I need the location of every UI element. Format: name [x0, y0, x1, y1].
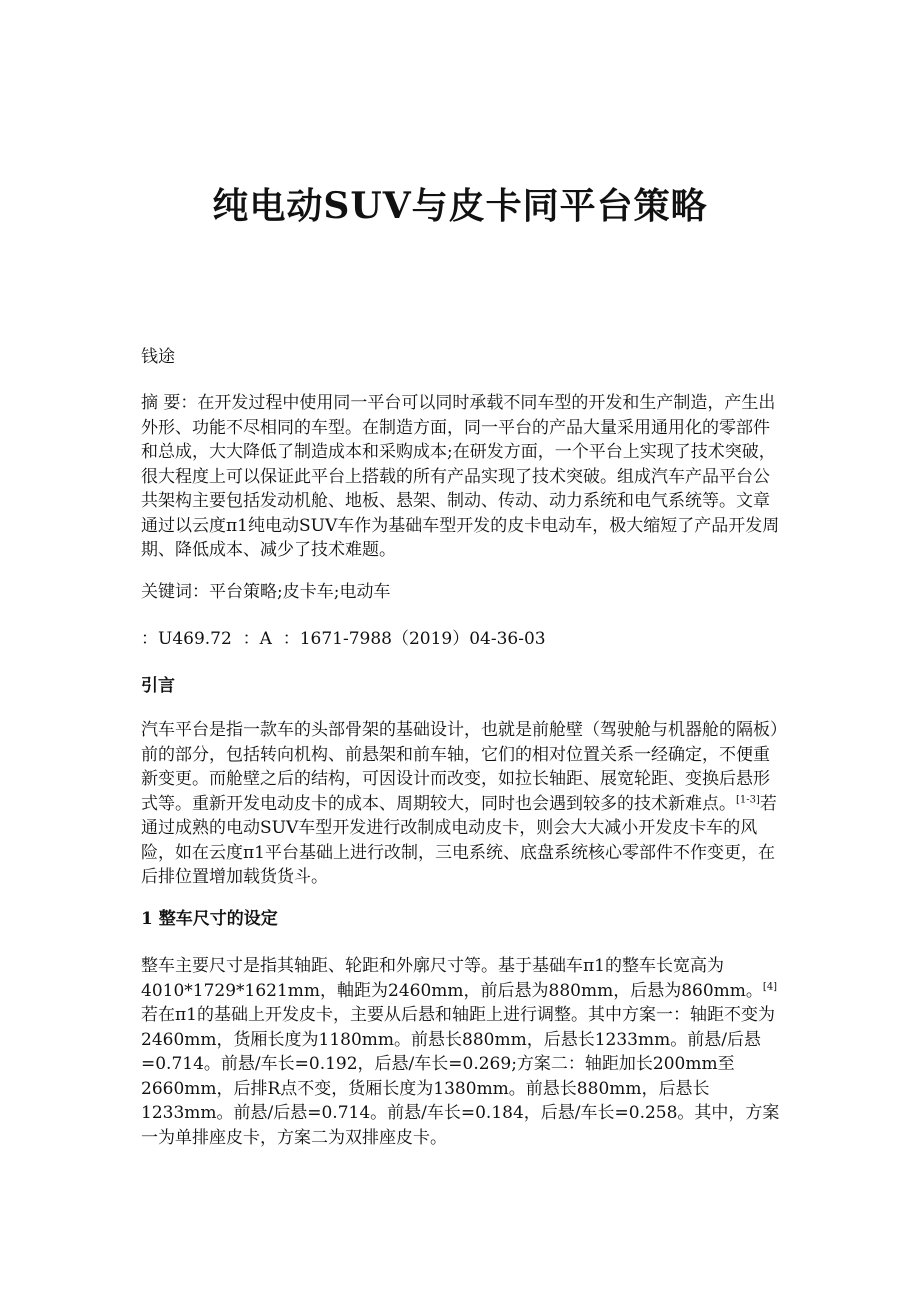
- citation-ref: [4]: [762, 980, 778, 992]
- section-heading: 1 整车尺寸的设定: [141, 909, 278, 929]
- classification-line: ：U469.72 ：A ：1671-7988（2019）04-36-03: [141, 629, 546, 649]
- citation-ref: [1-3]: [736, 793, 760, 805]
- section-text-part1: 整车主要尺寸是指其轴距、轮距和外廓尺寸等。基于基础车π1的整车长宽高为4010*1729*1621mm，軸距为2460mm，前后悬为880mm，后悬为860mm。: [141, 956, 763, 1001]
- intro-paragraph: [141, 718, 781, 890]
- abstract-text: 摘 要：在开发过程中使用同一平台可以同时承载不同车型的开发和生产制造，产生出外形、功能不尽相同的车型。在制造方面，同一平台的产品大量采用通用化的零部件和总成，大大降低了制造成本和采购成本;在研发方面，一个平台上实现了技术突破，很大程度上可以保证此平台上搭载的所有产品实现了技术突破。组成汽车产品平台公共架构主要包括发动机舱、地板、悬架、制动、传动、动力系统和电气系统等。文章通过以云度π1纯电动SUV车作为基础车型开发的皮卡电动车，极大缩短了产品开发周期、降低成本、减少了技术难题。: [141, 393, 780, 560]
- section-paragraph: [141, 954, 781, 1150]
- section-text-part2: 若在π1的基础上开发皮卡，主要从后悬和轴距上进行调整。其中方案一：轴距不变为2460mm，货厢长度为1180mm。前悬长880mm，后悬长1233mm。前悬/后悬=0.714。前悬/车长=0.192，后悬/车长=0.269;方案二：轴距加长200mm至2660mm，后排R点不变，货厢长度为1380mm。前悬长880mm，后悬长1233mm。前悬/后悬=0.714。前悬/车长=0.184，后悬/车长=0.258。其中，方案一为单排座皮卡，方案二为双排座皮卡。: [141, 1005, 780, 1148]
- author-name: 钱途: [141, 347, 175, 367]
- intro-text-part1: 汽车平台是指一款车的头部骨架的基础设计，也就是前舱壁（驾驶舱与机器舱的隔板）前的部分，包括转向机构、前悬架和前车轴，它们的相对位置关系一经确定，不便重新变更。而舱壁之后的结构，可因设计而改变，如拉长轴距、展宽轮距、变换后悬形式等。重新开发电动皮卡的成本、周期较大，同时也会遇到较多的技术新难点。: [141, 720, 779, 814]
- paper-title: 纯电动SUV与皮卡同平台策略: [212, 185, 708, 227]
- intro-text-part2: 若通过成熟的电动SUV车型开发进行改制成电动皮卡，则会大大减小开发皮卡车的风险，如在云度π1平台基础上进行改制，三电系统、底盘系统核心零部件不作变更，在后排位置增加载货货斗。: [141, 793, 777, 887]
- intro-heading: 引言: [141, 676, 175, 696]
- keywords-line: 关键词：平台策略;皮卡车;电动车: [141, 582, 391, 602]
